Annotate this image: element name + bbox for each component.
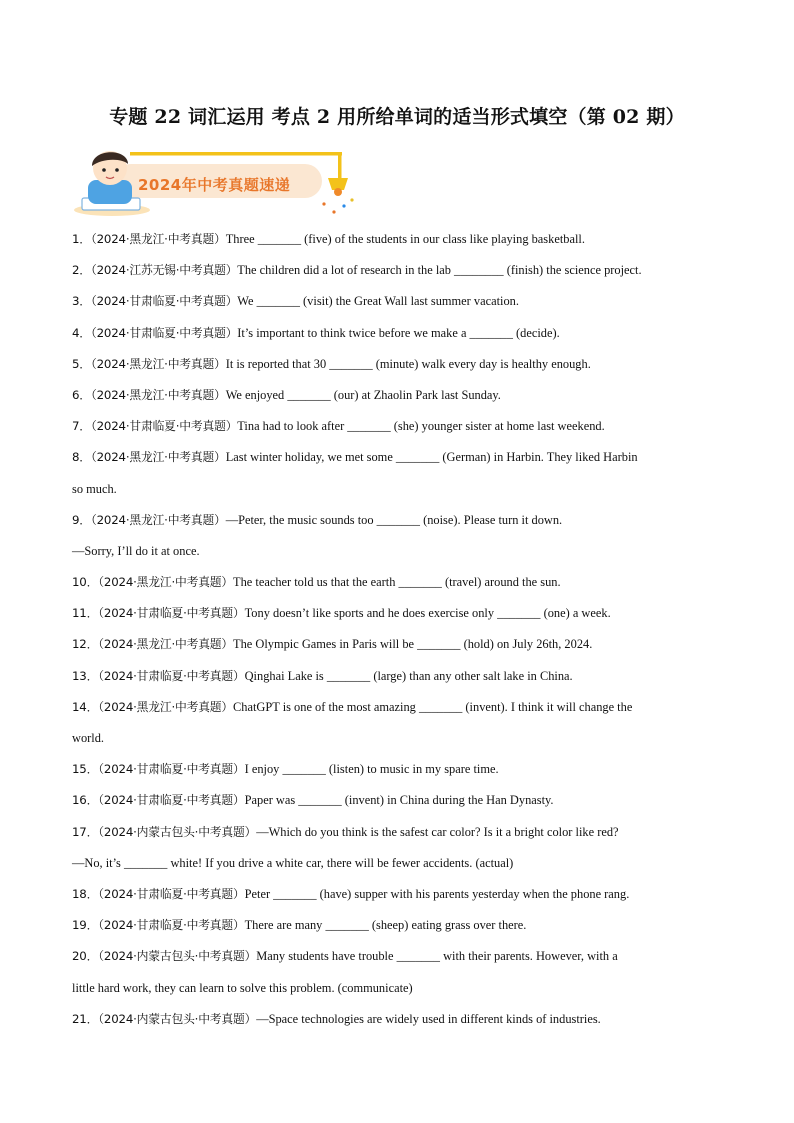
page-title: 专题 22 词汇运用 考点 2 用所给单词的适当形式填空（第 02 期） — [109, 106, 685, 128]
question-line — [72, 255, 732, 286]
question-text: Last winter holiday, we met some _______ (German) in Harbin. They liked Harbin — [225, 450, 638, 465]
question-text: The Olympic Games in Paris will be _______ (hold) on July 26th, 2024. — [233, 637, 593, 652]
question-line — [72, 474, 732, 505]
question-text: Three _______ (five) of the students in our class like playing basketball. — [225, 232, 585, 246]
question-source: 4．（2024·甘肃临夏·中考真题） — [72, 325, 238, 340]
question-text: I enjoy _______ (listen) to music in my spare time. — [244, 762, 499, 777]
question-text: There are many _______ (sheep) eating grass over there. — [244, 918, 527, 933]
question-line — [72, 910, 732, 941]
question-source: 11．（2024·甘肃临夏·中考真题） — [72, 606, 245, 621]
question-line — [72, 629, 732, 660]
question-line — [72, 318, 732, 349]
question-text: It’s important to think twice before we make a _______ (decide). — [237, 325, 560, 340]
question-source: 6．（2024·黑龙江·中考真题） — [72, 387, 226, 402]
question-source: 7．（2024·甘肃临夏·中考真题） — [72, 419, 238, 434]
question-line — [72, 941, 732, 972]
question-source: 21．（2024·内蒙古包头·中考真题） — [72, 1011, 257, 1026]
question-text: The children did a lot of research in the lab ________ (finish) the science project. — [237, 263, 642, 278]
question-text: little hard work, they can learn to solve this problem. (communicate) — [72, 980, 413, 995]
question-line — [72, 973, 732, 1004]
question-source: 19．（2024·甘肃临夏·中考真题） — [72, 918, 245, 933]
question-source: 5．（2024·黑龙江·中考真题） — [72, 356, 226, 371]
question-line — [72, 442, 732, 473]
question-text: We _______ (visit) the Great Wall last summer vacation. — [237, 294, 519, 309]
question-source: 8．（2024·黑龙江·中考真题） — [72, 450, 226, 465]
question-line — [72, 723, 732, 754]
question-line — [72, 879, 732, 910]
question-source: 9．（2024·黑龙江·中考真题） — [72, 512, 226, 527]
question-text: Many students have trouble _______ with their parents. However, with a — [256, 949, 618, 964]
question-line — [72, 785, 732, 816]
question-text: It is reported that 30 _______ (minute) walk every day is healthy enough. — [225, 356, 591, 371]
question-source: 1．（2024·黑龙江·中考真题） — [72, 232, 226, 246]
question-list — [72, 224, 732, 1035]
question-line — [72, 692, 732, 723]
question-text: —Which do you think is the safest car color? Is it a bright color like red? — [256, 824, 619, 839]
question-text: —Space technologies are widely used in different kinds of industries. — [256, 1011, 601, 1026]
question-text: Tony doesn’t like sports and he does exercise only _______ (one) a week. — [244, 606, 611, 621]
question-line — [72, 411, 732, 442]
question-source: 14．（2024·黑龙江·中考真题） — [72, 699, 234, 714]
question-text: so much. — [72, 481, 117, 496]
question-line — [72, 754, 732, 785]
question-source: 3．（2024·甘肃临夏·中考真题） — [72, 294, 238, 309]
question-source: 12．（2024·黑龙江·中考真题） — [72, 637, 234, 652]
question-line — [72, 224, 732, 255]
question-line — [72, 505, 732, 536]
question-line — [72, 536, 732, 567]
question-text: —Sorry, I’ll do it at once. — [72, 543, 200, 558]
banner-label: 2024年中考真题速递 — [138, 176, 291, 194]
question-line — [72, 661, 732, 692]
question-text: Tina had to look after _______ (she) younger sister at home last weekend. — [237, 419, 605, 434]
question-line — [72, 567, 732, 598]
question-line — [72, 380, 732, 411]
question-source: 17．（2024·内蒙古包头·中考真题） — [72, 824, 257, 839]
question-line — [72, 817, 732, 848]
question-text: ChatGPT is one of the most amazing _______ (invent). I think it will change the — [233, 699, 633, 714]
question-line — [72, 598, 732, 629]
question-text: Peter _______ (have) supper with his parents yesterday when the phone rang. — [244, 886, 630, 901]
question-source: 20．（2024·内蒙古包头·中考真题） — [72, 949, 257, 964]
question-text: We enjoyed _______ (our) at Zhaolin Park last Sunday. — [225, 387, 501, 402]
question-text: Paper was _______ (invent) in China during the Han Dynasty. — [244, 793, 554, 808]
question-source: 10．（2024·黑龙江·中考真题） — [72, 575, 234, 590]
question-source: 16．（2024·甘肃临夏·中考真题） — [72, 793, 245, 808]
question-line — [72, 848, 732, 879]
question-source: 18．（2024·甘肃临夏·中考真题） — [72, 886, 245, 901]
question-source: 15．（2024·甘肃临夏·中考真题） — [72, 762, 245, 777]
question-source: 13．（2024·甘肃临夏·中考真题） — [72, 668, 245, 683]
question-source: 2．（2024·江苏无锡·中考真题） — [72, 263, 238, 278]
question-line — [72, 349, 732, 380]
question-text: Qinghai Lake is _______ (large) than any other salt lake in China. — [244, 668, 573, 683]
question-line — [72, 286, 732, 317]
question-text: —Peter, the music sounds too _______ (noise). Please turn it down. — [225, 512, 563, 527]
question-text: world. — [72, 731, 105, 745]
question-text: —No, it’s _______ white! If you drive a white car, there will be fewer accidents. (actual) — [72, 855, 514, 870]
question-text: The teacher told us that the earth _______ (travel) around the sun. — [233, 575, 561, 590]
question-line — [72, 1004, 732, 1035]
